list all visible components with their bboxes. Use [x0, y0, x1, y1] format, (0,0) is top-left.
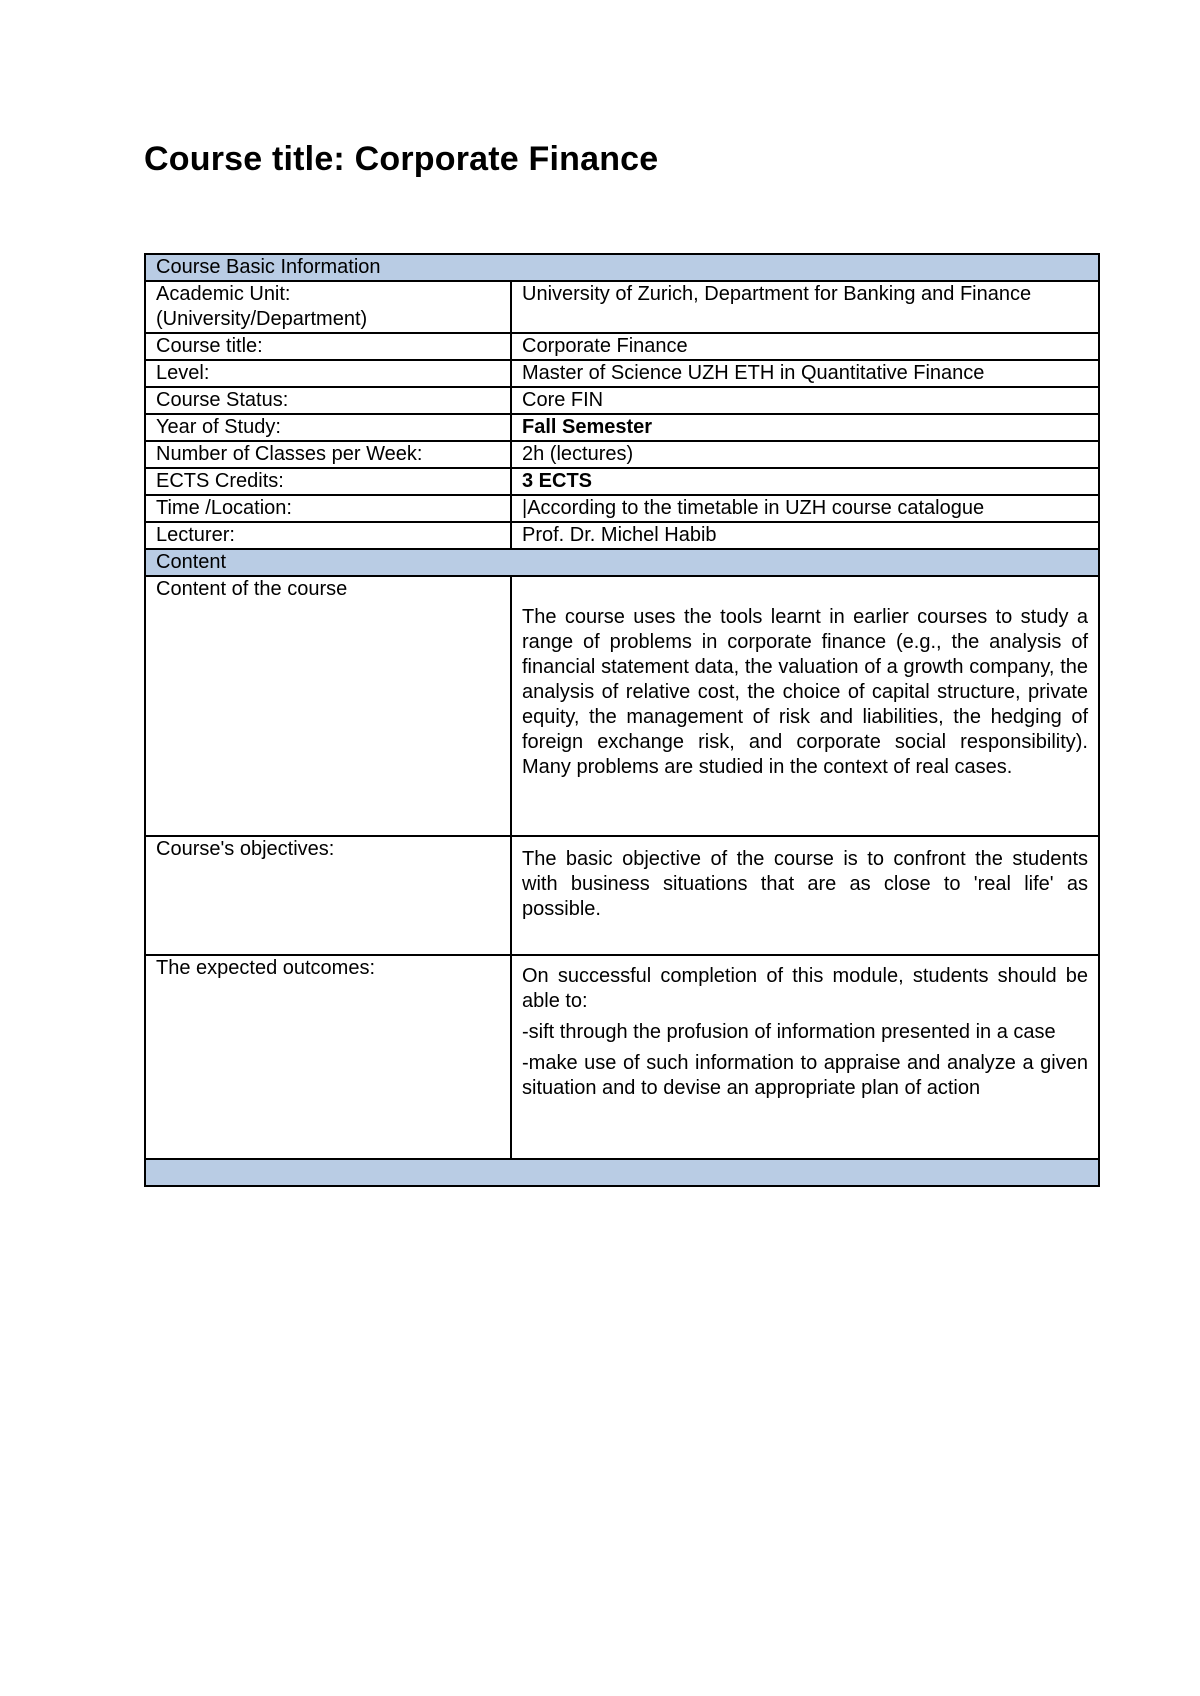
outcomes-item-1: -sift through the profusion of information presented in a case: [522, 1021, 1056, 1043]
course-content-cell: [511, 576, 1099, 836]
course-title-label: Course title:: [145, 333, 511, 360]
objectives-cell: [511, 836, 1099, 955]
table-row-course-title: [145, 333, 1099, 360]
academic-unit-label-line2: (University/Department): [156, 308, 368, 330]
year-of-study-label: Year of Study:: [145, 414, 511, 441]
lecturer-label: Lecturer:: [145, 522, 511, 549]
course-title-value: Corporate Finance: [511, 333, 1099, 360]
outcomes-label: The expected outcomes:: [145, 955, 511, 1159]
ects-label: ECTS Credits:: [145, 468, 511, 495]
academic-unit-label-line1: Academic Unit:: [156, 283, 291, 305]
academic-unit-label: [145, 281, 511, 333]
document-title: Course title: Corporate Finance: [144, 140, 659, 178]
course-status-label: Course Status:: [145, 387, 511, 414]
classes-per-week-label: Number of Classes per Week:: [145, 441, 511, 468]
level-value: Master of Science UZH ETH in Quantitative Finance: [511, 360, 1099, 387]
year-of-study-value: Fall Semester: [511, 414, 1099, 441]
table-row-course-status: [145, 387, 1099, 414]
lecturer-value: Prof. Dr. Michel Habib: [511, 522, 1099, 549]
time-location-value: |According to the timetable in UZH course catalogue: [511, 495, 1099, 522]
content-header: Content: [145, 549, 1099, 576]
table-row-academic-unit: [145, 281, 1099, 333]
ects-value: 3 ECTS: [511, 468, 1099, 495]
course-content-label: Content of the course: [145, 576, 511, 836]
academic-unit-value: University of Zurich, Department for Banking and Finance: [511, 281, 1099, 333]
objectives-label: Course's objectives:: [145, 836, 511, 955]
content-header-row: [145, 549, 1099, 576]
table-row-lecturer: [145, 522, 1099, 549]
table-row-ects: [145, 468, 1099, 495]
outcomes-intro: On successful completion of this module, students should be able to:: [522, 965, 1088, 1012]
table-row-year-of-study: [145, 414, 1099, 441]
outcomes-cell: [511, 955, 1099, 1159]
table-footer-bar: [145, 1159, 1099, 1186]
course-info-table: [144, 253, 1100, 1187]
course-status-value: Core FIN: [511, 387, 1099, 414]
basic-info-header: Course Basic Information: [145, 254, 1099, 281]
table-row-classes-per-week: [145, 441, 1099, 468]
time-location-label: Time /Location:: [145, 495, 511, 522]
table-row-course-content: [145, 576, 1099, 836]
course-content-text: The course uses the tools learnt in earlier courses to study a range of problems in corporate finance (e.g., the analysis of financial statement data, the valuation of a growth company, the analysis of relative cost, the choice of capital structure, private equity, the management of risk and liabilities, the hedging of foreign exchange risk, and corporate social responsibility). Many problems are studied in the context of real cases.: [522, 606, 1088, 778]
outcomes-item-2: -make use of such information to appraise and analyze a given situation and to devise an appropriate plan of action: [522, 1052, 1088, 1099]
classes-per-week-value: 2h (lectures): [511, 441, 1099, 468]
level-label: Level:: [145, 360, 511, 387]
objectives-text: The basic objective of the course is to confront the students with business situations that are as close to 'real life' as possible.: [522, 848, 1088, 920]
table-row-objectives: [145, 836, 1099, 955]
table-row-time-location: [145, 495, 1099, 522]
table-row-outcomes: [145, 955, 1099, 1159]
table-footer-row: [145, 1159, 1099, 1186]
table-row-level: [145, 360, 1099, 387]
basic-info-header-row: [145, 254, 1099, 281]
